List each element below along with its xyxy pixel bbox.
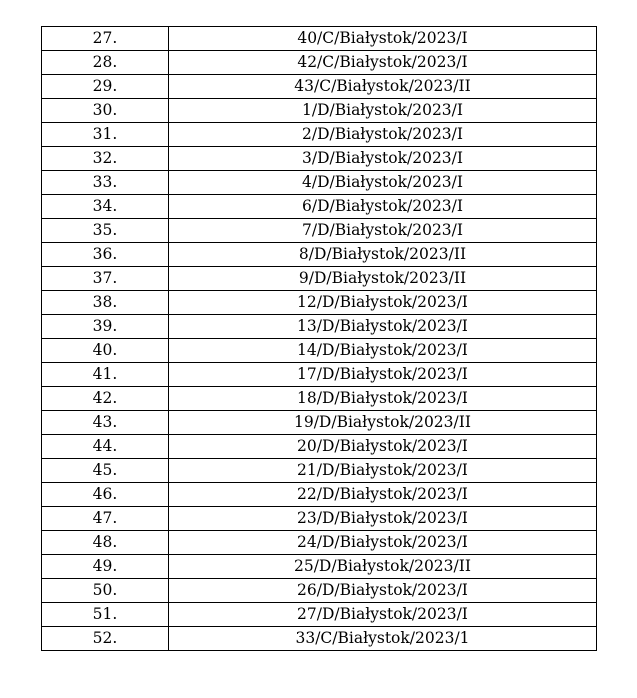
row-number-cell: 46. [42,483,169,507]
case-id-cell: 20/D/Białystok/2023/I [169,435,597,459]
case-id-cell: 21/D/Białystok/2023/I [169,459,597,483]
case-id-cell: 19/D/Białystok/2023/II [169,411,597,435]
table-row [42,219,597,243]
case-id-cell: 40/C/Białystok/2023/I [169,27,597,51]
case-id-cell: 26/D/Białystok/2023/I [169,579,597,603]
table-row [42,579,597,603]
table-row [42,243,597,267]
row-number-cell: 43. [42,411,169,435]
case-id-cell: 43/C/Białystok/2023/II [169,75,597,99]
row-number-cell: 51. [42,603,169,627]
table-row [42,291,597,315]
row-number-cell: 33. [42,171,169,195]
row-number-cell: 27. [42,27,169,51]
case-id-cell: 7/D/Białystok/2023/I [169,219,597,243]
table-row [42,603,597,627]
row-number-cell: 41. [42,363,169,387]
case-id-cell: 42/C/Białystok/2023/I [169,51,597,75]
case-id-cell: 22/D/Białystok/2023/I [169,483,597,507]
table-row [42,627,597,651]
registry-table [41,26,597,651]
table-row [42,267,597,291]
table-row [42,459,597,483]
row-number-cell: 49. [42,555,169,579]
row-number-cell: 37. [42,267,169,291]
table-row [42,123,597,147]
case-id-cell: 24/D/Białystok/2023/I [169,531,597,555]
row-number-cell: 32. [42,147,169,171]
case-id-cell: 18/D/Białystok/2023/I [169,387,597,411]
row-number-cell: 47. [42,507,169,531]
row-number-cell: 45. [42,459,169,483]
case-id-cell: 25/D/Białystok/2023/II [169,555,597,579]
table-row [42,411,597,435]
case-id-cell: 27/D/Białystok/2023/I [169,603,597,627]
table-row [42,171,597,195]
table-row [42,555,597,579]
row-number-cell: 48. [42,531,169,555]
case-id-cell: 3/D/Białystok/2023/I [169,147,597,171]
row-number-cell: 44. [42,435,169,459]
case-id-cell: 9/D/Białystok/2023/II [169,267,597,291]
case-id-cell: 33/C/Białystok/2023/1 [169,627,597,651]
row-number-cell: 35. [42,219,169,243]
table-row [42,339,597,363]
row-number-cell: 31. [42,123,169,147]
case-id-cell: 12/D/Białystok/2023/I [169,291,597,315]
table-row [42,195,597,219]
registry-table-body [42,27,597,651]
table-row [42,387,597,411]
row-number-cell: 39. [42,315,169,339]
table-row [42,51,597,75]
table-row [42,507,597,531]
table-row [42,483,597,507]
row-number-cell: 38. [42,291,169,315]
case-id-cell: 8/D/Białystok/2023/II [169,243,597,267]
row-number-cell: 28. [42,51,169,75]
row-number-cell: 50. [42,579,169,603]
table-row [42,147,597,171]
row-number-cell: 42. [42,387,169,411]
table-row [42,531,597,555]
row-number-cell: 36. [42,243,169,267]
table-row [42,75,597,99]
table-row [42,435,597,459]
row-number-cell: 29. [42,75,169,99]
case-id-cell: 14/D/Białystok/2023/I [169,339,597,363]
case-id-cell: 1/D/Białystok/2023/I [169,99,597,123]
row-number-cell: 30. [42,99,169,123]
case-id-cell: 4/D/Białystok/2023/I [169,171,597,195]
case-id-cell: 23/D/Białystok/2023/I [169,507,597,531]
row-number-cell: 34. [42,195,169,219]
table-row [42,315,597,339]
table-row [42,363,597,387]
row-number-cell: 40. [42,339,169,363]
case-id-cell: 13/D/Białystok/2023/I [169,315,597,339]
row-number-cell: 52. [42,627,169,651]
table-row [42,99,597,123]
case-id-cell: 2/D/Białystok/2023/I [169,123,597,147]
table-row [42,27,597,51]
case-id-cell: 6/D/Białystok/2023/I [169,195,597,219]
case-id-cell: 17/D/Białystok/2023/I [169,363,597,387]
